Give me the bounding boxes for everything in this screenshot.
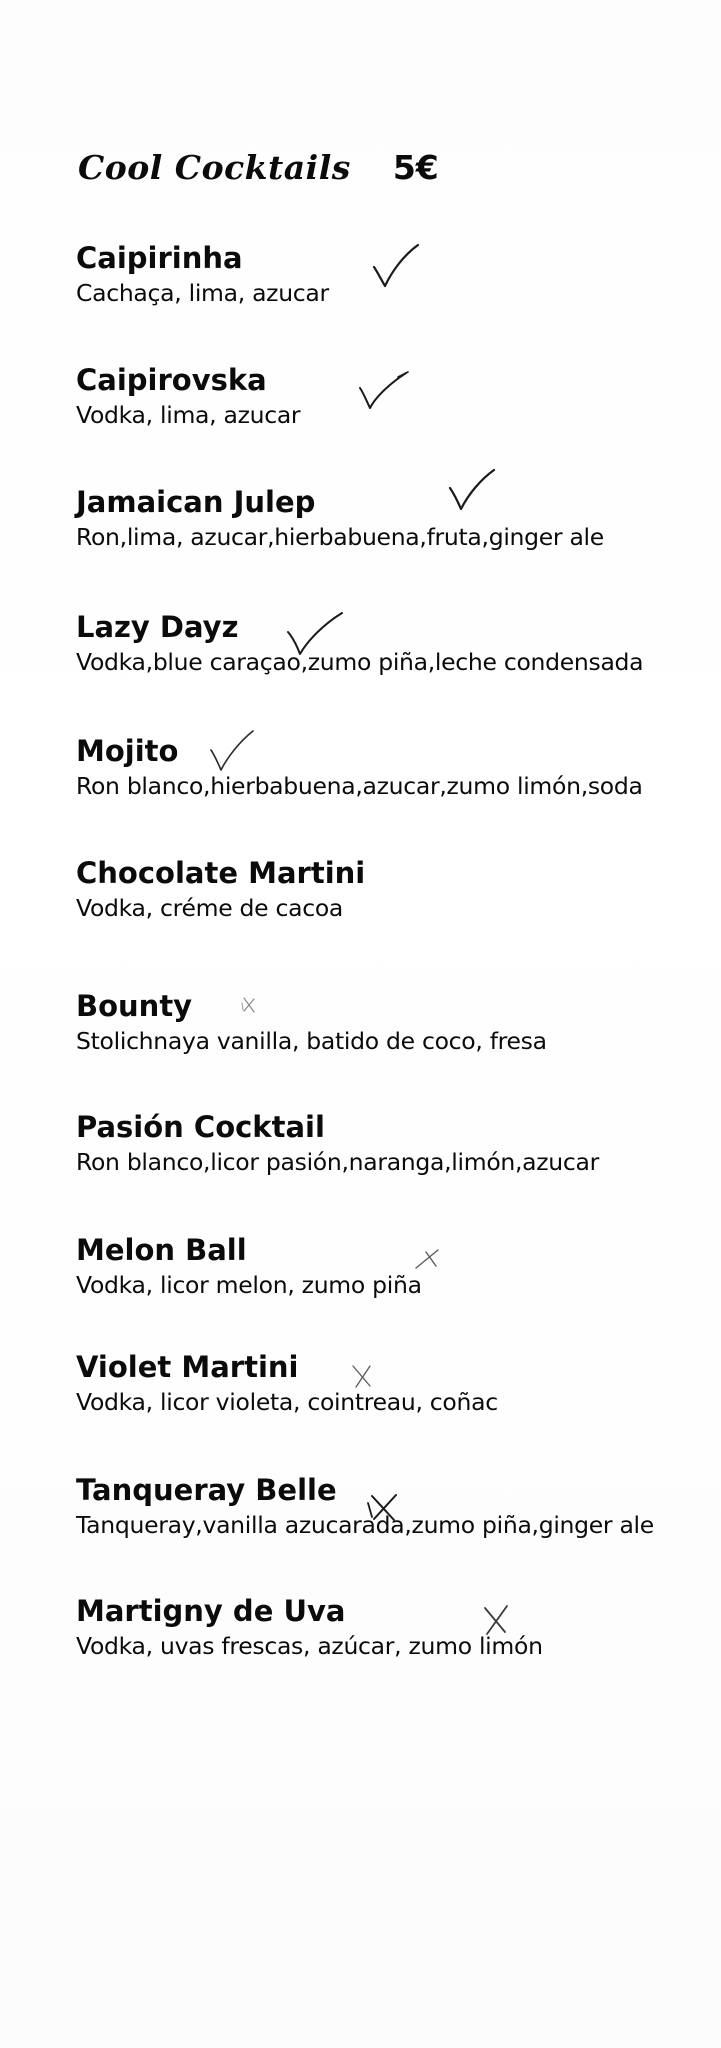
cocktail-ingredients: Stolichnaya vanilla, batido de coco, fresa xyxy=(76,1027,547,1055)
cocktail-ingredients: Cachaça, lima, azucar xyxy=(76,279,329,307)
cross-icon xyxy=(366,1493,400,1523)
cocktail-name: Pasión Cocktail xyxy=(76,1110,325,1144)
cocktail-name: Tanqueray Belle xyxy=(76,1473,337,1507)
cross-icon xyxy=(412,1248,442,1272)
cocktail-name: Melon Ball xyxy=(76,1233,247,1267)
check-icon xyxy=(209,728,257,772)
check-icon xyxy=(448,468,498,512)
cocktail-ingredients: Tanqueray,vanilla azucarada,zumo piña,ginger ale xyxy=(76,1511,654,1539)
menu-item xyxy=(76,1593,696,1663)
check-icon xyxy=(372,243,422,289)
cross-icon xyxy=(481,1604,511,1638)
cocktail-name: Bounty xyxy=(76,989,193,1023)
cocktail-name: Violet Martini xyxy=(76,1350,299,1384)
menu-item xyxy=(76,609,696,679)
cocktail-ingredients: Vodka, uvas frescas, azúcar, zumo limón xyxy=(76,1632,543,1660)
menu-title: Cool Cocktails xyxy=(78,148,351,187)
menu-item xyxy=(76,855,696,925)
cocktail-name: Jamaican Julep xyxy=(76,485,316,519)
cocktail-ingredients: Vodka,blue caraçao,zumo piña,leche condensada xyxy=(76,648,644,676)
cocktail-ingredients: Vodka, licor violeta, cointreau, coñac xyxy=(76,1388,498,1416)
menu-header xyxy=(78,148,439,187)
menu-item xyxy=(76,484,696,554)
menu-item xyxy=(76,1349,696,1419)
check-icon xyxy=(286,610,346,656)
cocktail-ingredients: Vodka, créme de cacoa xyxy=(76,894,343,922)
cocktail-ingredients: Ron,lima, azucar,hierbabuena,fruta,ginger ale xyxy=(76,523,604,551)
check-icon xyxy=(358,370,410,410)
cocktail-ingredients: Ron blanco,licor pasión,naranga,limón,azucar xyxy=(76,1148,599,1176)
cocktail-name: Mojito xyxy=(76,734,179,768)
cross-icon xyxy=(350,1363,374,1389)
cross-icon xyxy=(240,995,258,1015)
cocktail-name: Chocolate Martini xyxy=(76,856,366,890)
menu-item xyxy=(76,988,696,1058)
menu-item xyxy=(76,733,696,803)
cocktail-name: Lazy Dayz xyxy=(76,610,239,644)
cocktail-ingredients: Vodka, licor melon, zumo piña xyxy=(76,1271,422,1299)
cocktail-ingredients: Vodka, lima, azucar xyxy=(76,401,301,429)
cocktail-ingredients: Ron blanco,hierbabuena,azucar,zumo limón,soda xyxy=(76,772,643,800)
menu-item xyxy=(76,1232,696,1302)
menu-price: 5€ xyxy=(392,148,439,187)
cocktail-name: Martigny de Uva xyxy=(76,1594,346,1628)
cocktail-name: Caipirovska xyxy=(76,363,267,397)
menu-item xyxy=(76,1109,696,1179)
cocktail-name: Caipirinha xyxy=(76,241,243,275)
